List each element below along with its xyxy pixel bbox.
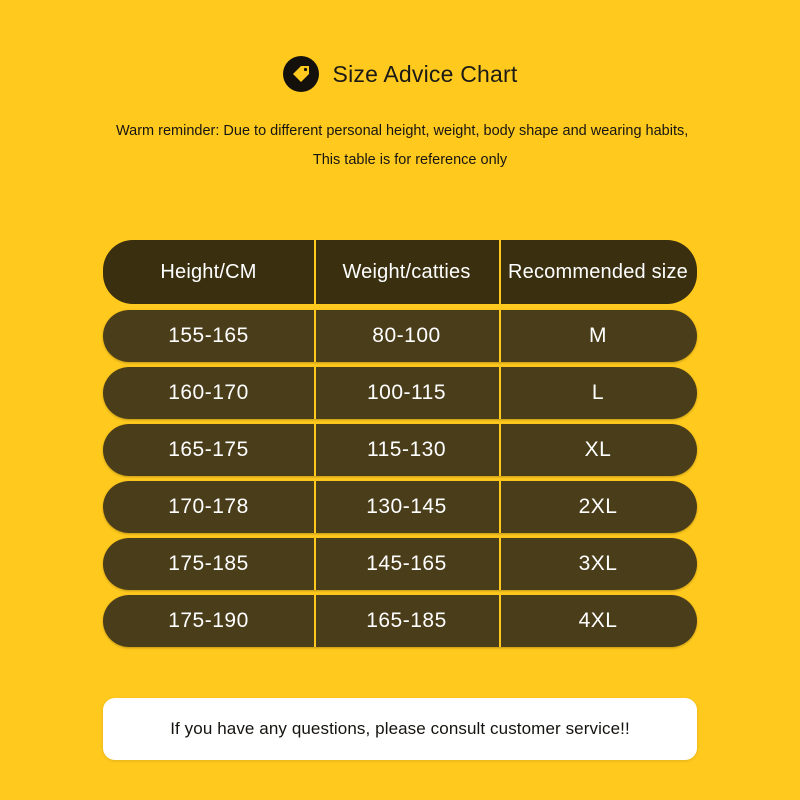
column-divider — [499, 310, 501, 362]
column-header-weight: Weight/catties — [342, 260, 471, 283]
table-header-row — [103, 240, 697, 304]
cell-size: XL — [584, 438, 612, 461]
column-divider — [314, 310, 316, 362]
cell-weight: 130-145 — [366, 495, 447, 518]
table-row — [103, 595, 697, 647]
cell-height: 175-190 — [168, 609, 249, 632]
table-row — [103, 538, 697, 590]
warm-reminder-text: Warm reminder: Due to different personal height, weight, body shape and wearing habits, — [116, 123, 689, 139]
cell-height: 155-165 — [168, 324, 249, 347]
column-divider — [314, 240, 316, 304]
column-divider — [314, 481, 316, 533]
cell-weight: 145-165 — [366, 552, 447, 575]
table-row — [103, 481, 697, 533]
table-row — [103, 310, 697, 362]
column-divider — [499, 595, 501, 647]
cell-height: 170-178 — [168, 495, 249, 518]
column-header-height: Height/CM — [160, 260, 257, 283]
cell-weight: 115-130 — [366, 438, 446, 461]
cell-height: 165-175 — [168, 438, 249, 461]
cell-weight: 165-185 — [366, 609, 447, 632]
cell-size: 3XL — [578, 552, 618, 575]
customer-service-text: If you have any questions, please consult customer service!! — [170, 719, 630, 738]
size-table — [103, 240, 697, 652]
column-divider — [499, 424, 501, 476]
column-divider — [314, 424, 316, 476]
cell-size: M — [589, 324, 607, 347]
column-divider — [314, 595, 316, 647]
cell-size: 2XL — [578, 495, 618, 518]
column-divider — [314, 367, 316, 419]
cell-weight: 100-115 — [366, 381, 446, 404]
column-divider — [499, 367, 501, 419]
column-divider — [499, 481, 501, 533]
column-divider — [499, 538, 501, 590]
column-divider — [314, 538, 316, 590]
cell-height: 160-170 — [168, 381, 249, 404]
cell-height: 175-185 — [168, 552, 249, 575]
column-divider — [499, 240, 501, 304]
column-header-size: Recommended size — [508, 260, 688, 283]
page-title: Size Advice Chart — [332, 60, 518, 87]
cell-weight: 80-100 — [372, 324, 441, 347]
customer-service-note — [103, 698, 697, 760]
tag-icon — [283, 56, 319, 92]
cell-size: L — [591, 381, 605, 404]
table-row — [103, 424, 697, 476]
table-row — [103, 367, 697, 419]
reference-only-text: This table is for reference only — [312, 152, 508, 169]
cell-size: 4XL — [578, 609, 618, 632]
page-title-row — [0, 0, 800, 92]
